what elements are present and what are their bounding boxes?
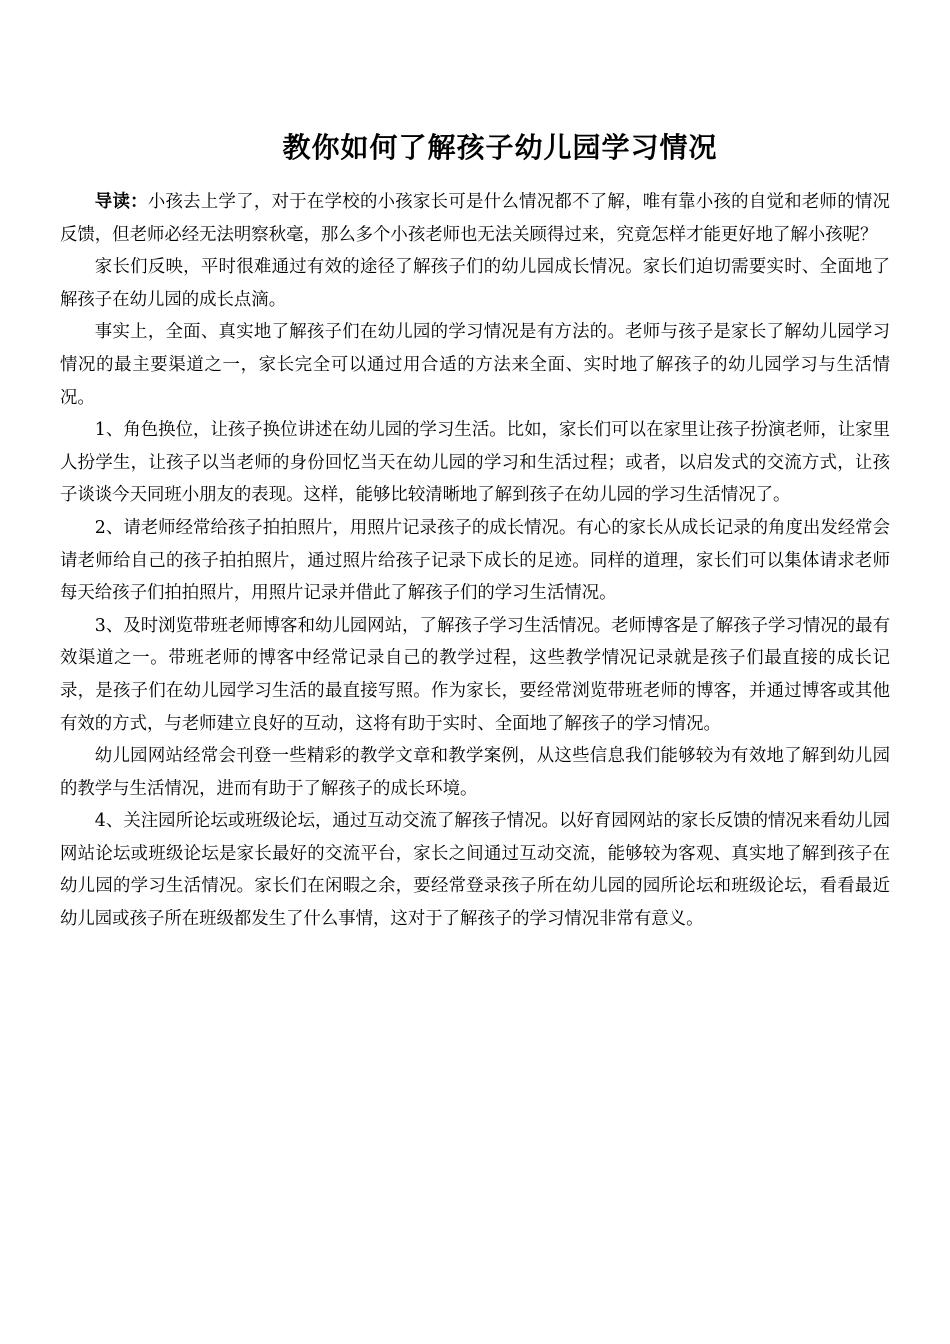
lead-label: 导读： (94, 192, 148, 212)
body-paragraph: 4、关注园所论坛或班级论坛，通过互动交流了解孩子情况。以好育园网站的家长反馈的情况来看幼儿园网站论坛或班级论坛是家长最好的交流平台，家长之间通过互动交流，能够较为客观、真实地了解到孩子在幼儿园的学习生活情况。家长们在闲暇之余，要经常登录孩子所在幼儿园的园所论坛和班级论坛，看看最近幼儿园或孩子所在班级都发生了什么事情，这对于了解孩子的学习情况非常有意义。 (60, 811, 890, 930)
body-paragraph: 2、请老师经常给孩子拍拍照片，用照片记录孩子的成长情况。有心的家长从成长记录的角度出发经常会请老师给自己的孩子拍拍照片，通过照片给孩子记录下成长的足迹。同样的道理，家长们可以集体请求老师每天给孩子们拍拍照片，用照片记录并借此了解孩子们的学习生活情况。 (60, 517, 890, 604)
body-paragraph: 事实上，全面、真实地了解孩子们在幼儿园的学习情况是有方法的。老师与孩子是家长了解幼儿园学习情况的最主要渠道之一，家长完全可以通过用合适的方法来全面、实时地了解孩子的幼儿园学习与生活情况。 (60, 322, 890, 408)
body-paragraph: 家长们反映，平时很难通过有效的途径了解孩子们的幼儿园成长情况。家长们迫切需要实时、全面地了解孩子在幼儿园的成长点滴。 (60, 257, 890, 310)
document-title: 教你如何了解孩子幼儿园学习情况 (282, 131, 718, 164)
lead-text: 小孩去上学了，对于在学校的小孩家长可是什么情况都不了解，唯有靠小孩的自觉和老师的情况反馈，但老师必经无法明察秋毫，那么多个小孩老师也无法关顾得过来，究竟怎样才能更好地了解小孩呢？ (60, 192, 890, 245)
lead-paragraph (60, 186, 890, 251)
body-paragraph: 幼儿园网站经常会刊登一些精彩的教学文章和教学案例，从这些信息我们能够较为有效地了解到幼儿园的教学与生活情况，进而有助于了解孩子的成长环境。 (60, 746, 890, 799)
body-paragraph: 3、及时浏览带班老师博客和幼儿园网站，了解孩子学习生活情况。老师博客是了解孩子学习情况的最有效渠道之一。带班老师的博客中经常记录自己的教学过程，这些教学情况记录就是孩子们最直接的成长记录，是孩子们在幼儿园学习生活的最直接写照。作为家长，要经常浏览带班老师的博客，并通过博客或其他有效的方式，与老师建立良好的互动，这将有助于实时、全面地了解孩子的学习情况。 (60, 615, 890, 734)
body-paragraph: 1、角色换位，让孩子换位讲述在幼儿园的学习生活。比如，家长们可以在家里让孩子扮演老师，让家里人扮学生，让孩子以当老师的身份回忆当天在幼儿园的学习和生活过程；或者，以启发式的交流方式，让孩子谈谈今天同班小朋友的表现。这样，能够比较清晰地了解到孩子在幼儿园的学习生活情况了。 (60, 420, 890, 506)
